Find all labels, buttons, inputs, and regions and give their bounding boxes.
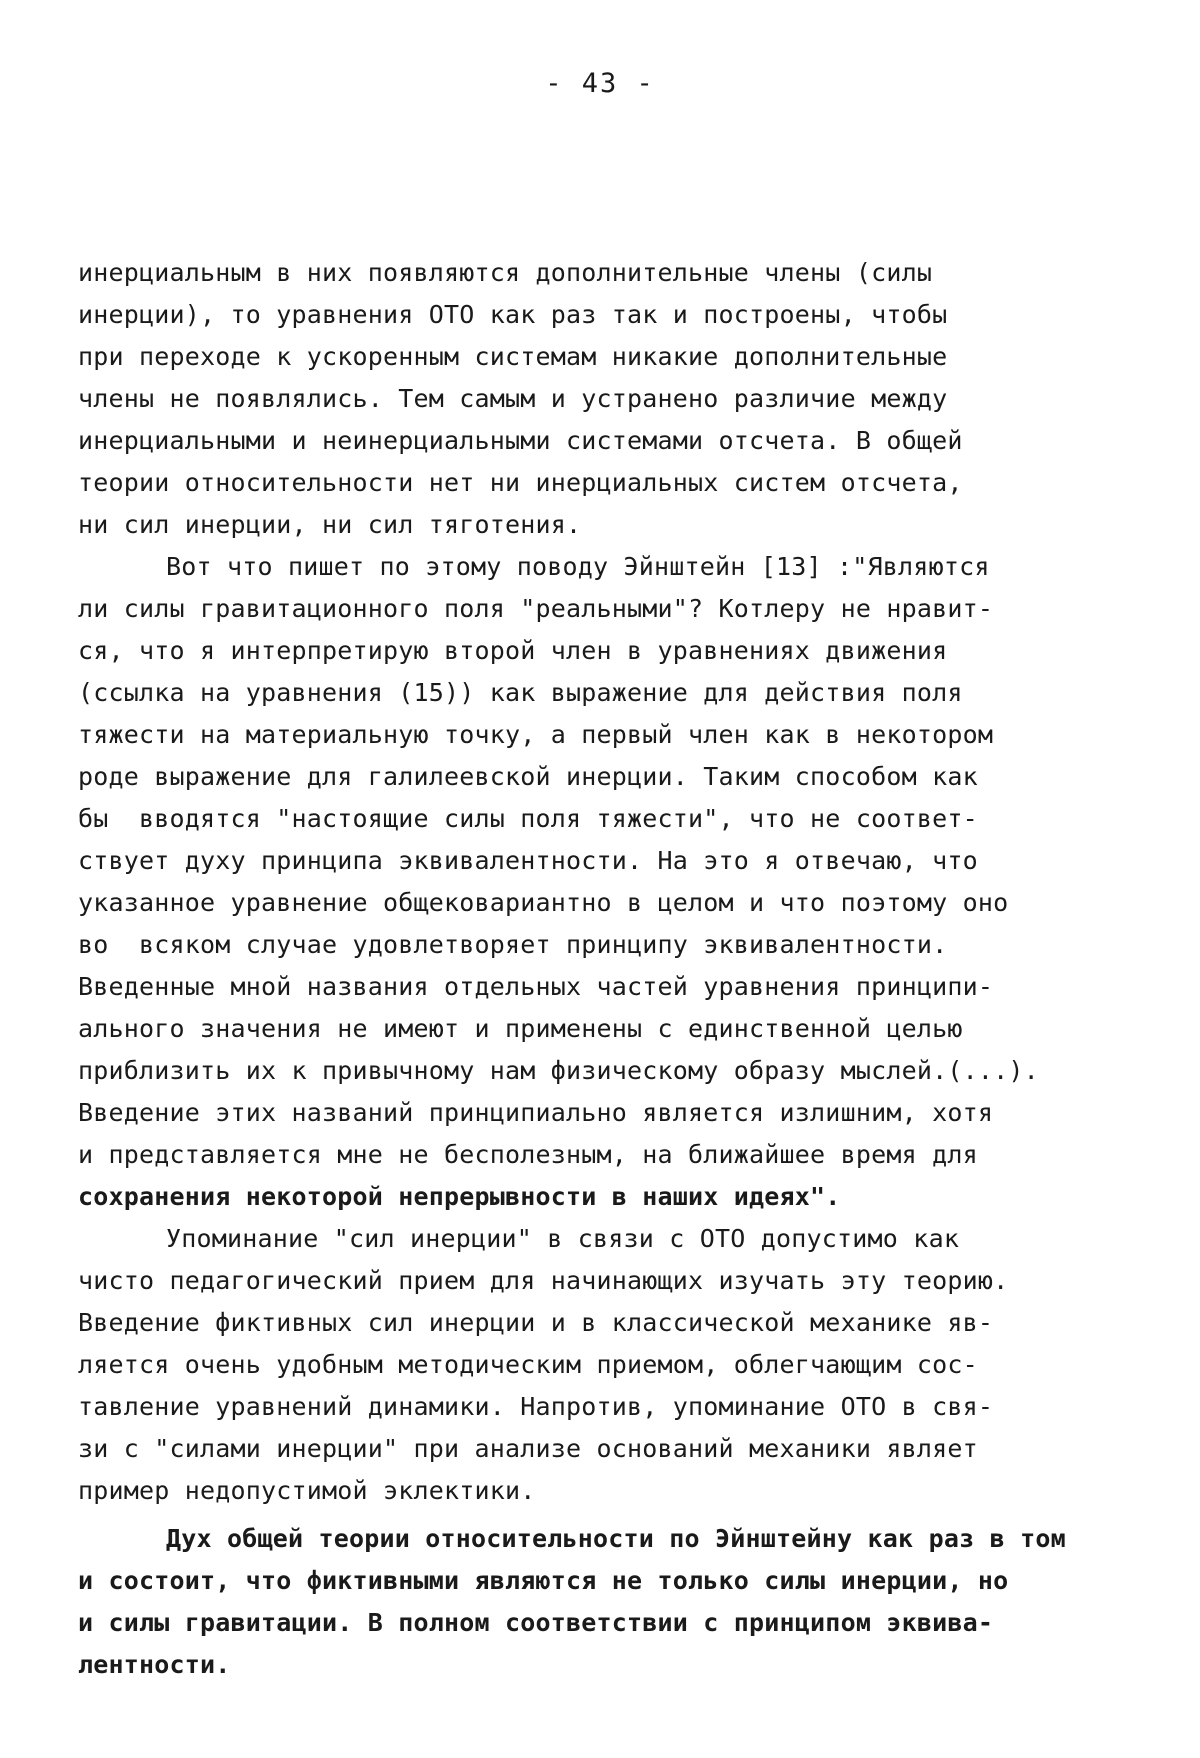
text-line: лентности. bbox=[78, 1650, 231, 1679]
paragraph-4 bbox=[78, 1518, 1148, 1686]
text-line: Введенные мной названия отдельных частей уравнения принципи- bbox=[78, 972, 994, 1001]
text-line: роде выражение для галилеевской инерции. Таким способом как bbox=[78, 762, 978, 791]
text-line: пример недопустимой эклектики. bbox=[78, 1476, 536, 1505]
text-line: тяжести на материальную точку, а первый член как в некотором bbox=[78, 720, 994, 749]
body-text bbox=[78, 252, 1148, 1686]
text-line: во всяком случае удовлетворяет принципу эквивалентности. bbox=[78, 930, 948, 959]
text-line: ни сил инерции, ни сил тяготения. bbox=[78, 510, 582, 539]
text-line: Введение этих названий принципиально является излишним, хотя bbox=[78, 1098, 994, 1127]
text-line: инерциальными и неинерциальными системами отсчета. В общей bbox=[78, 426, 963, 455]
text-line: тавление уравнений динамики. Напротив, упоминание ОТО в свя- bbox=[78, 1392, 994, 1421]
text-line: инерциальным в них появляются дополнительные члены (силы bbox=[78, 258, 933, 287]
text-line: и представляется мне не бесполезным, на ближайшее время для bbox=[78, 1140, 978, 1169]
text-line: (ссылка на уравнения (15)) как выражение для действия поля bbox=[78, 678, 963, 707]
text-line: чисто педагогический прием для начинающих изучать эту теорию. bbox=[78, 1266, 1009, 1295]
text-line: ствует духу принципа эквивалентности. На это я отвечаю, что bbox=[78, 846, 978, 875]
text-line: члены не появлялись. Тем самым и устранено различие между bbox=[78, 384, 948, 413]
page-number: - 43 - bbox=[545, 68, 655, 99]
text-line: ли силы гравитационного поля "реальными"? Котлеру не нравит- bbox=[78, 594, 994, 623]
paragraph-3 bbox=[78, 1218, 1148, 1512]
text-line: сохранения некоторой непрерывности в наших идеях". bbox=[78, 1182, 841, 1211]
text-line: указанное уравнение общековариантно в целом и что поэтому оно bbox=[78, 888, 1009, 917]
text-line: и силы гравитации. В полном соответствии с принципом эквива- bbox=[78, 1608, 994, 1637]
text-line: зи с "силами инерции" при анализе оснований механики являет bbox=[78, 1434, 978, 1463]
text-line: ляется очень удобным методическим приемом, облегчающим сос- bbox=[78, 1350, 978, 1379]
text-line: Введение фиктивных сил инерции и в классической механике яв- bbox=[78, 1308, 994, 1337]
text-line: при переходе к ускоренным системам никакие дополнительные bbox=[78, 342, 948, 371]
text-line: приблизить их к привычному нам физическому образу мыслей.(...). bbox=[78, 1056, 1039, 1085]
text-line: бы вводятся "настоящие силы поля тяжести", что не соответ- bbox=[78, 804, 978, 833]
text-line: Упоминание "сил инерции" в связи с ОТО допустимо как bbox=[166, 1224, 960, 1253]
text-line: инерции), то уравнения ОТО как раз так и построены, чтобы bbox=[78, 300, 948, 329]
paragraph-1 bbox=[78, 252, 1148, 546]
text-line: ального значения не имеют и применены с единственной целью bbox=[78, 1014, 963, 1043]
text-line: Вот что пишет по этому поводу Эйнштейн [13] :"Являются bbox=[166, 552, 990, 581]
text-line: теории относительности нет ни инерциальных систем отсчета, bbox=[78, 468, 963, 497]
paragraph-2-einstein-quote bbox=[78, 546, 1148, 1218]
text-line: и состоит, что фиктивными являются не только силы инерции, но bbox=[78, 1566, 1009, 1595]
text-line: Дух общей теории относительности по Эйнштейну как раз в том bbox=[166, 1524, 1066, 1553]
text-line: ся, что я интерпретирую второй член в уравнениях движения bbox=[78, 636, 948, 665]
